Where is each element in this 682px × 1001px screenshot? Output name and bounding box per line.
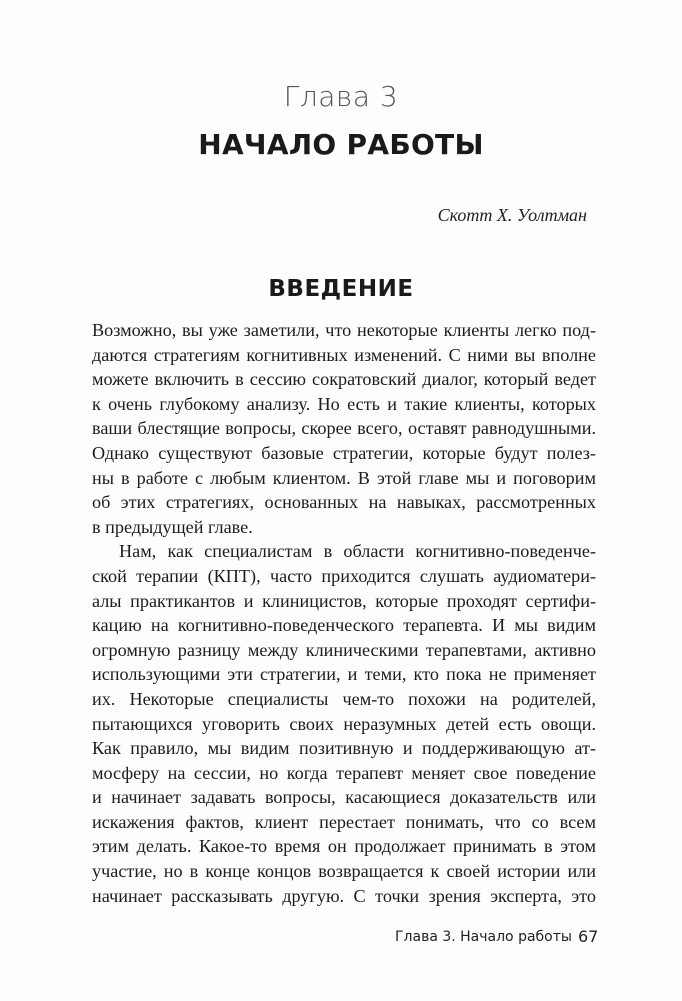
text-line: участие, но в конце концов возвращается к своей истории или: [92, 861, 596, 882]
chapter-title: НАЧАЛО РАБОТЫ: [198, 128, 484, 161]
text-line: этим делать. Какое-то время он продолжает принимать в этом: [92, 836, 596, 857]
text-line: ской терапии (КПТ), часто приходится слушать аудиоматери-: [92, 565, 596, 586]
chapter-author: Скотт Х. Уолтман: [437, 205, 587, 225]
page-number: 67: [578, 927, 599, 946]
text-line: ны в работе с любым клиентом. В этой главе мы и поговорим: [92, 467, 596, 488]
text-line: пытающихся уговорить своих неразумных детей есть овощи.: [92, 713, 596, 734]
section-title: ВВЕДЕНИЕ: [268, 276, 414, 302]
text-line: об этих стратегиях, основанных на навыках, рассмотренных: [92, 492, 596, 513]
text-line: даются стратегиям когнитивных изменений. С ними вы вполне: [92, 344, 596, 365]
body-text: [92, 318, 596, 908]
text-line: их. Некоторые специалисты чем-то похожи на родителей,: [92, 688, 596, 709]
text-line: Нам, как специалистам в области когнитивно-поведенче-: [119, 541, 596, 562]
text-line: кацию на когнитивно-поведенческого терапевта. И мы видим: [92, 615, 596, 636]
text-line: в предыдущей главе.: [92, 516, 253, 537]
text-line: алы практикантов и клиницистов, которые проходят сертифи-: [92, 590, 596, 611]
text-line: искажения фактов, клиент перестает понимать, что со всем: [92, 811, 596, 832]
text-line: и начинает задавать вопросы, касающиеся доказательств или: [92, 787, 596, 808]
text-line: к очень глубокому анализу. Но есть и такие клиенты, которых: [92, 393, 596, 414]
text-line: Однако существуют базовые стратегии, которые будут полез-: [92, 442, 596, 463]
text-line: Как правило, мы видим позитивную и поддерживающую ат-: [92, 738, 596, 759]
text-line: мосферу на сессии, но когда терапевт меняет свое поведение: [92, 762, 596, 783]
text-line: ваши блестящие вопросы, скорее всего, оставят равнодушными.: [92, 418, 596, 439]
text-line: Возможно, вы уже заметили, что некоторые клиенты легко под-: [92, 320, 596, 340]
text-line: использующими эти стратегии, и теми, кто пока не применяет: [92, 664, 596, 685]
text-line: огромную разницу между клиническими терапевтами, активно: [92, 639, 596, 660]
text-line: можете включить в сессию сократовский диалог, который ведет: [92, 369, 596, 390]
running-footer-title: Глава 3. Начало работы: [395, 929, 572, 945]
text-line: начинает рассказывать другую. С точки зрения эксперта, это: [92, 885, 596, 906]
chapter-label: Глава 3: [283, 80, 399, 113]
